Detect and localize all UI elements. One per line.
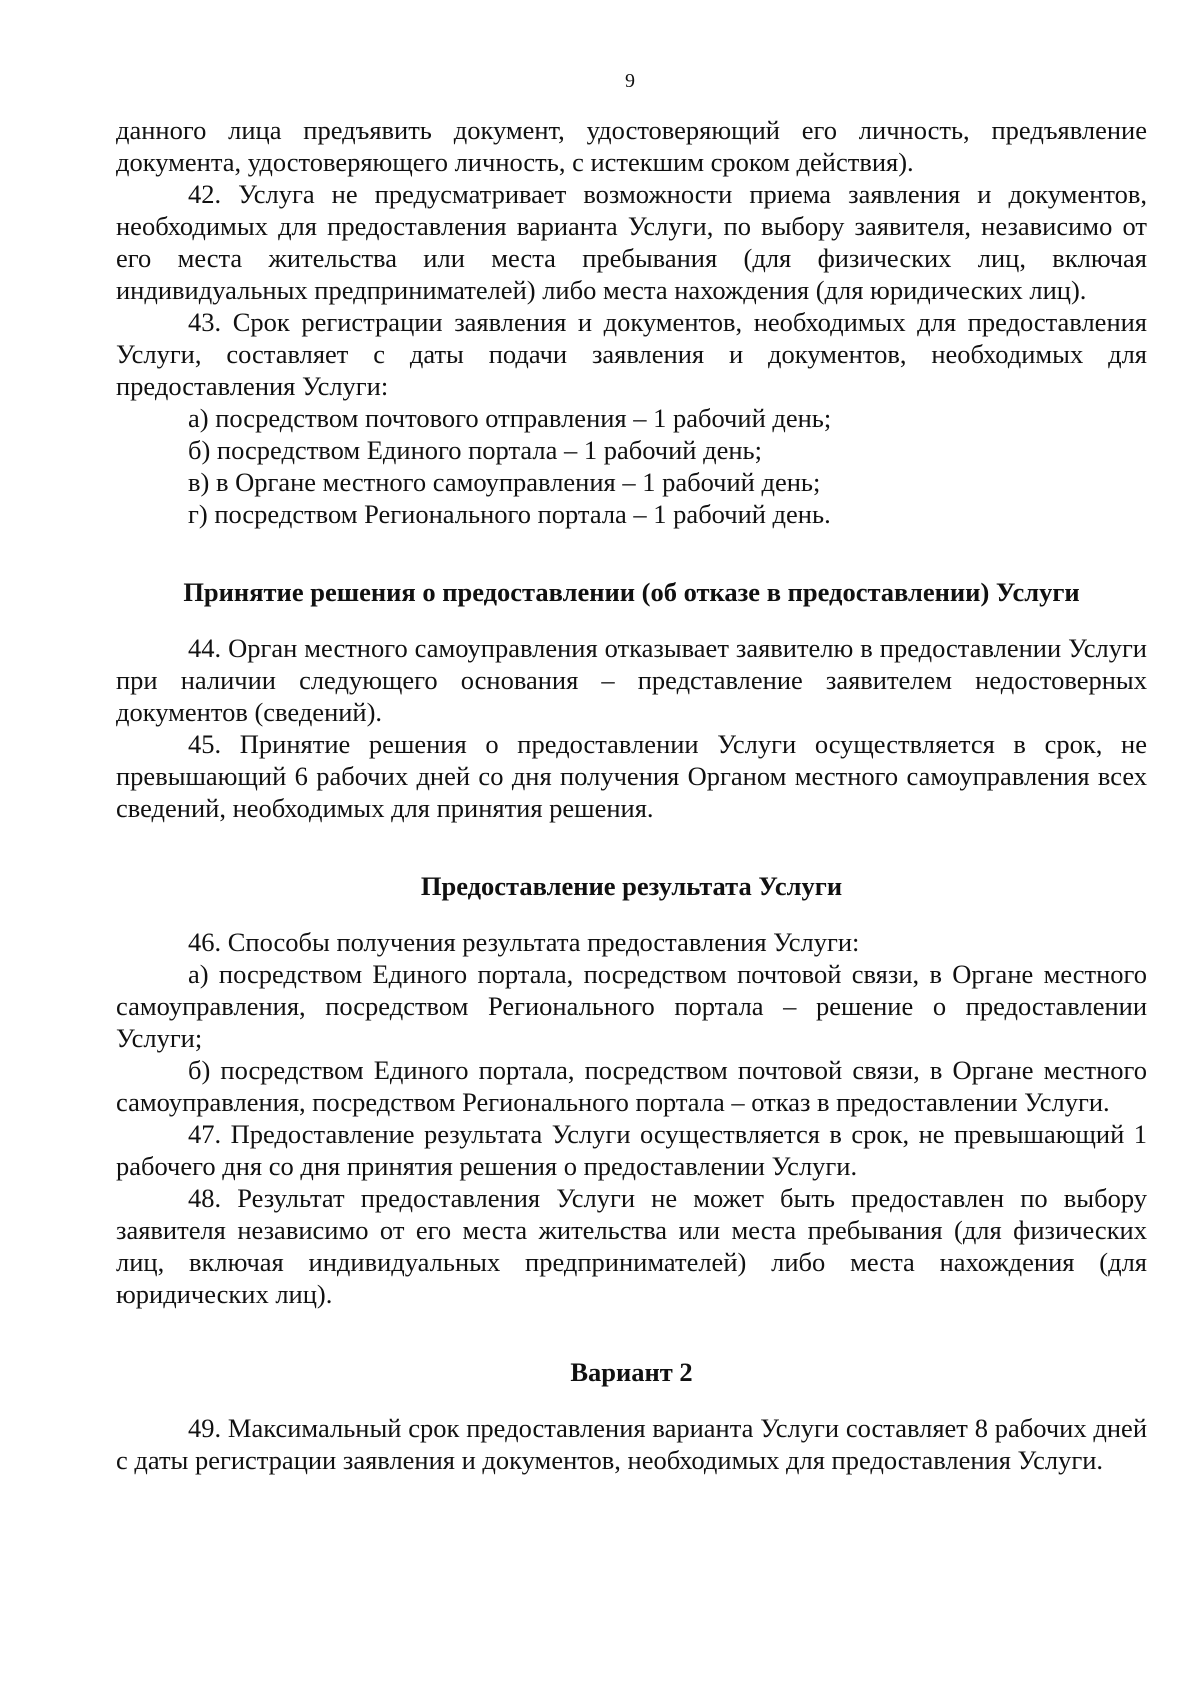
paragraph-49: 49. Максимальный срок предоставления варианта Услуги составляет 8 рабочих дней с даты регистрации заявления и документов, необходимых для предоставления Услуги. [116, 1413, 1147, 1475]
page-number: 9 [625, 70, 635, 92]
paragraph-43-v: в) в Органе местного самоуправления – 1 рабочий день; [188, 467, 821, 497]
paragraph-43-b: б) посредством Единого портала – 1 рабочий день; [188, 435, 762, 465]
paragraph-continuation: данного лица предъявить документ, удостоверяющий его личность, предъявление документа, удостоверяющего личность, с истекшим сроком действия). [116, 115, 1147, 177]
paragraph-42: 42. Услуга не предусматривает возможности приема заявления и документов, необходимых для предоставления варианта Услуги, по выбору заявителя, независимо от его места жительства или места пребывания (для физических лиц, включая индивидуальных предпринимателей) либо места нахождения (для юридических лиц). [116, 179, 1147, 305]
paragraph-46: 46. Способы получения результата предоставления Услуги: [188, 927, 860, 957]
section-heading-decision: Принятие решения о предоставлении (об отказе в предоставлении) Услуги [183, 577, 1080, 607]
paragraph-43-g: г) посредством Регионального портала – 1 рабочий день. [188, 499, 831, 529]
paragraph-48: 48. Результат предоставления Услуги не может быть предоставлен по выбору заявителя независимо от его места жительства или места пребывания (для физических лиц, включая индивидуальных предпринимателей) либо места нахождения (для юридических лиц). [116, 1183, 1147, 1309]
section-heading-result: Предоставление результата Услуги [420, 871, 843, 901]
paragraph-46-a: а) посредством Единого портала, посредством почтовой связи, в Органе местного самоуправления, посредством Регионального портала – решение о предоставлении Услуги; [116, 959, 1147, 1053]
paragraph-45: 45. Принятие решения о предоставлении Услуги осуществляется в срок, не превышающий 6 рабочих дней со дня получения Органом местного самоуправления всех сведений, необходимых для принятия решения. [116, 729, 1147, 823]
paragraph-46-b: б) посредством Единого портала, посредством почтовой связи, в Органе местного самоуправления, посредством Регионального портала – отказ в предоставлении Услуги. [116, 1055, 1147, 1117]
document-body [116, 114, 1147, 1476]
paragraph-44: 44. Орган местного самоуправления отказывает заявителю в предоставлении Услуги при наличии следующего основания – представление заявителем недостоверных документов (сведений). [116, 633, 1147, 727]
paragraph-47: 47. Предоставление результата Услуги осуществляется в срок, не превышающий 1 рабочего дня со дня принятия решения о предоставлении Услуги. [116, 1119, 1147, 1181]
paragraph-43-a: а) посредством почтового отправления – 1 рабочий день; [188, 403, 832, 433]
section-heading-variant-2: Вариант 2 [570, 1357, 693, 1387]
paragraph-43: 43. Срок регистрации заявления и документов, необходимых для предоставления Услуги, составляет с даты подачи заявления и документов, необходимых для предоставления Услуги: [116, 307, 1147, 401]
